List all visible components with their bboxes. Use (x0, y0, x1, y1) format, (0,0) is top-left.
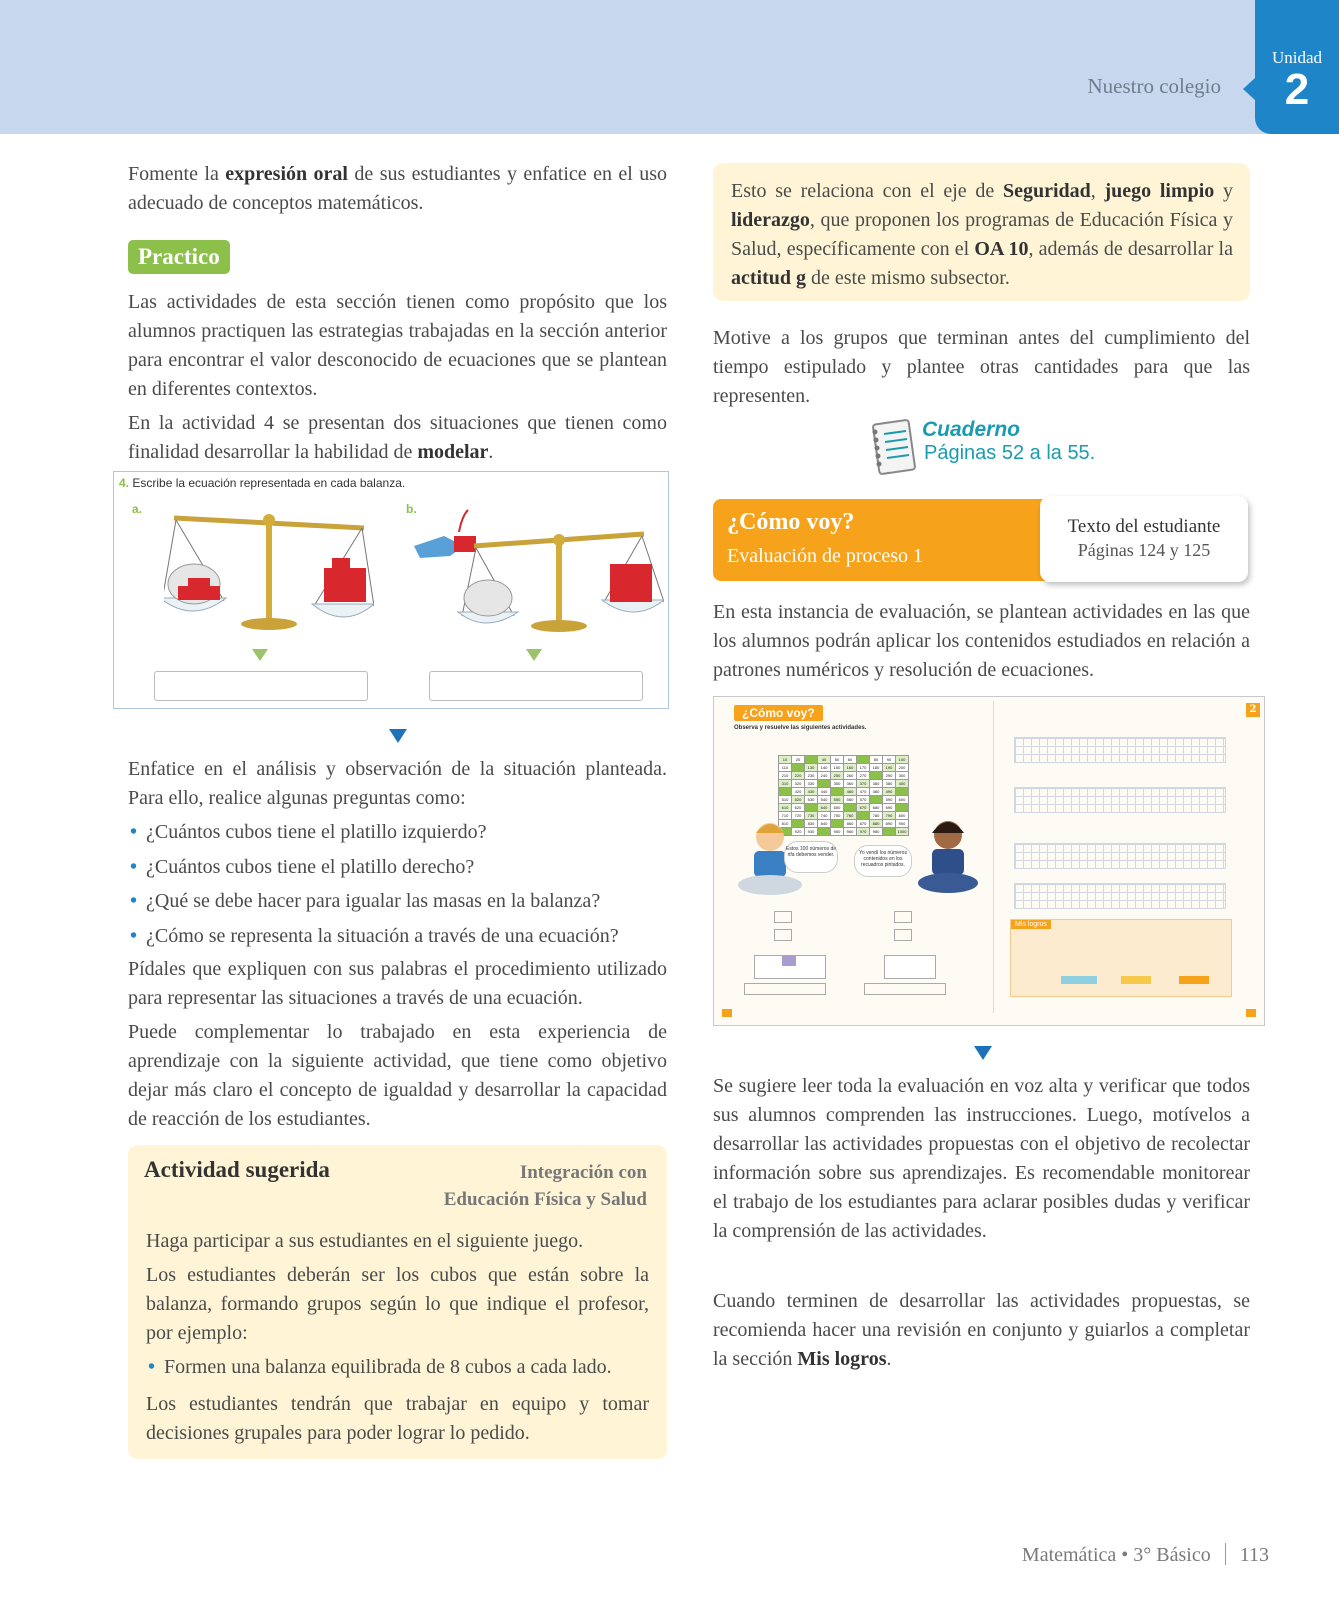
raffle-cell: 90 (883, 756, 896, 764)
raffle-cell: 400 (896, 780, 909, 788)
cuaderno-title: Cuaderno (922, 418, 1021, 441)
raffle-cell: 950 (831, 828, 844, 836)
thumb-unit-badge: 2 (1246, 703, 1260, 717)
raffle-cell: 1000 (896, 828, 909, 836)
raffle-cell: 220 (792, 772, 805, 780)
raffle-cell: 270 (857, 772, 870, 780)
raffle-cell (805, 756, 818, 764)
raffle-cell: 930 (805, 828, 818, 836)
raffle-cell: 290 (883, 772, 896, 780)
relation-text: Esto se relaciona con el eje de Seguridad, juego limpio y liderazgo, que proponen los programas de Educación Física y Salud, específicamente con el OA 10, además de desarrollar la actitud g de este mismo subsector. (731, 180, 1234, 289)
relation-box (713, 163, 1250, 301)
down-arrow-icon-2 (974, 1046, 992, 1060)
raffle-cell: 570 (857, 796, 870, 804)
thumb-page-right (1246, 1009, 1256, 1017)
unit-tab (1255, 0, 1339, 134)
raffle-cell: 830 (805, 820, 818, 828)
raffle-cell: 480 (870, 788, 883, 796)
raffle-cell: 210 (779, 772, 792, 780)
raffle-cell (857, 756, 870, 764)
raffle-cell: 200 (896, 764, 909, 772)
raffle-cell: 470 (857, 788, 870, 796)
raffle-cell: 710 (779, 812, 792, 820)
raffle-cell: 870 (857, 820, 870, 828)
raffle-cell (792, 764, 805, 772)
raffle-cell: 800 (896, 812, 909, 820)
raffle-cell: 860 (844, 820, 857, 828)
thumb-page-left (722, 1009, 732, 1017)
student-text-pages: Páginas 124 y 125 (1077, 540, 1211, 560)
raffle-cell: 170 (857, 764, 870, 772)
raffle-cell: 640 (818, 804, 831, 812)
raffle-cell: 790 (883, 812, 896, 820)
raffle-cell: 780 (870, 812, 883, 820)
balance-a-icon (164, 506, 374, 636)
raffle-cell: 980 (870, 828, 883, 836)
raffle-cell (818, 828, 831, 836)
raffle-cell (779, 788, 792, 796)
raffle-cell: 650 (831, 804, 844, 812)
practico-paragraph: Las actividades de esta sección tienen como propósito que los alumnos practiquen las estrategias trabajadas en la sección anterior para encontrar el valor desconocido de ecuaciones que se plantean en diferentes contextos. (128, 291, 667, 400)
integration-label: Integración con Educación Física y Salud (443, 1162, 647, 1210)
raffle-row (779, 804, 909, 812)
como-voy-subtitle: Evaluación de proceso 1 (727, 545, 924, 567)
raffle-cell (870, 796, 883, 804)
raffle-cell: 40 (818, 756, 831, 764)
raffle-cell: 550 (831, 796, 844, 804)
question-4: • ¿Cómo se representa la situación a través de una ecuación? (146, 922, 666, 951)
raffle-cell: 240 (818, 772, 831, 780)
raffle-cell: 530 (805, 796, 818, 804)
down-arrow-icon (389, 729, 407, 743)
raffle-cell: 160 (844, 764, 857, 772)
girl-figure-icon (912, 817, 984, 897)
raffle-cell: 190 (883, 764, 896, 772)
raffle-cell: 840 (818, 820, 831, 828)
raffle-cell: 970 (857, 828, 870, 836)
raffle-cell: 590 (883, 796, 896, 804)
unit-label: Unidad (1271, 48, 1323, 67)
raffle-cell: 50 (831, 756, 844, 764)
raffle-cell: 880 (870, 820, 883, 828)
mis-logros-label: Mis logros (1011, 920, 1051, 929)
raffle-cell (883, 828, 896, 836)
raffle-cell: 520 (792, 796, 805, 804)
activity-p1: Haga participar a sus estudiantes en el siguiente juego. (146, 1230, 584, 1252)
raffle-cell (831, 820, 844, 828)
raffle-cell: 420 (792, 788, 805, 796)
page-header (0, 0, 1339, 134)
cuaderno-reference (868, 418, 1096, 480)
raffle-cell (818, 780, 831, 788)
footer-subject: Matemática • 3° Básico (1021, 1544, 1211, 1566)
label-a: a. (132, 502, 143, 516)
speech-bubble-1: Estos 100 números de rifa debemos vender. (784, 841, 838, 873)
raffle-cell: 460 (844, 788, 857, 796)
raffle-cell: 890 (883, 820, 896, 828)
arrow-b-icon (526, 649, 542, 661)
raffle-cell: 20 (792, 756, 805, 764)
answer-field-a[interactable] (154, 671, 368, 701)
raffle-cell: 620 (792, 804, 805, 812)
raffle-cell: 330 (805, 780, 818, 788)
balance-figure (113, 471, 669, 709)
raffle-cell: 260 (844, 772, 857, 780)
cuaderno-pages: Páginas 52 a la 55. (924, 442, 1096, 464)
raffle-cell: 380 (883, 780, 896, 788)
raffle-cell: 760 (844, 812, 857, 820)
analysis-paragraph: Enfatice en el análisis y observación de la situación planteada. Para ello, realice algunas preguntas como: (128, 758, 667, 809)
raffle-cell: 440 (818, 788, 831, 796)
question-3: • ¿Qué se debe hacer para igualar las masas en la balanza? (146, 887, 666, 916)
raffle-cell: 490 (883, 788, 896, 796)
activity-p2: Los estudiantes deberán ser los cubos que están sobre la balanza, formando grupos según lo que indique el profesor, por ejemplo: (146, 1264, 649, 1344)
raffle-cell: 690 (883, 804, 896, 812)
raffle-cell: 80 (870, 756, 883, 764)
question-1: • ¿Cuántos cubos tiene el platillo izquierdo? (146, 818, 666, 847)
label-b: b. (406, 502, 417, 516)
raffle-cell: 180 (870, 764, 883, 772)
raffle-row (779, 796, 909, 804)
thumb-grid-3 (1014, 843, 1226, 869)
raffle-row (779, 780, 909, 788)
balance-b-icon (414, 506, 664, 636)
raffle-cell: 730 (805, 812, 818, 820)
activity-title: Actividad sugerida (144, 1157, 330, 1182)
student-text-label: Texto del estudiante (1067, 516, 1221, 537)
raffle-cell: 600 (896, 796, 909, 804)
suggested-activity-box (128, 1145, 667, 1459)
raffle-cell: 350 (831, 780, 844, 788)
activity4-paragraph: En la actividad 4 se presentan dos situaciones que tienen como finalidad desarrollar la habilidad de modelar. (128, 412, 667, 463)
raffle-cell (896, 804, 909, 812)
mis-logros-box (1010, 919, 1232, 997)
raffle-cell (844, 804, 857, 812)
evaluation-thumbnail (713, 696, 1265, 1026)
raffle-cell (896, 788, 909, 796)
raffle-cell: 300 (896, 772, 909, 780)
raffle-cell: 100 (896, 756, 909, 764)
raffle-cell: 370 (857, 780, 870, 788)
motive-paragraph: Motive a los grupos que terminan antes del cumplimiento del tiempo estipulado y plantee otras cantidades para que las representen. (713, 327, 1250, 407)
speech-bubble-2: Yo vendí los números contenidos en los recuadros pintados. (854, 845, 912, 877)
raffle-cell: 150 (831, 764, 844, 772)
raffle-cell: 320 (792, 780, 805, 788)
raffle-cell: 10 (779, 756, 792, 764)
review-paragraph: Cuando terminen de desarrollar las actividades propuestas, se recomienda hacer una revisión en conjunto y guiarlos a completar la sección Mis logros. (713, 1290, 1250, 1370)
raffle-cell: 110 (779, 764, 792, 772)
thumb-subtitle: Observa y resuelve las siguientes actividades. (734, 725, 867, 731)
arrow-a-icon (252, 649, 268, 661)
raffle-cell: 380 (870, 780, 883, 788)
raffle-cell: 60 (844, 756, 857, 764)
figure-title: 4. Escribe la ecuación representada en cada balanza. (119, 476, 406, 490)
raffle-cell (805, 804, 818, 812)
como-voy-banner (713, 499, 1059, 581)
notebook-icon (868, 418, 916, 476)
thumb-header: ¿Cómo voy? (734, 705, 823, 721)
page-footer (1022, 1543, 1269, 1567)
suggest-paragraph: Se sugiere leer toda la evaluación en voz alta y verificar que todos sus alumnos comprenden las instrucciones. Luego, motívelos a desarrollar las actividades propuestas con el objetivo de recolectar información sobre sus aprendizajes. Es recomendable monitorear el trabajo de los estudiantes para aclarar posibles dudas y verificar la comprensión de las actividades. (713, 1075, 1250, 1242)
raffle-cell: 920 (792, 828, 805, 836)
raffle-cell: 810 (779, 820, 792, 828)
raffle-cell: 310 (779, 780, 792, 788)
raffle-cell (870, 772, 883, 780)
answer-field-b[interactable] (429, 671, 643, 701)
raffle-cell: 360 (844, 780, 857, 788)
raffle-row (779, 756, 909, 764)
section-title: Nuestro colegio (1087, 74, 1221, 98)
raffle-cell: 510 (779, 796, 792, 804)
raffle-row (779, 772, 909, 780)
thumb-spine (993, 701, 994, 1013)
question-2: • ¿Cuántos cubos tiene el platillo derecho? (146, 853, 666, 882)
raffle-cell: 140 (818, 764, 831, 772)
practico-badge: Practico (128, 240, 230, 274)
raffle-cell: 740 (818, 812, 831, 820)
student-text-card (1040, 496, 1248, 582)
raffle-cell: 670 (857, 804, 870, 812)
raffle-cell: 900 (896, 820, 909, 828)
thumb-exercise-1 (734, 905, 984, 995)
raffle-cell (857, 812, 870, 820)
raffle-cell: 250 (831, 772, 844, 780)
page-number: 113 (1239, 1544, 1269, 1566)
raffle-cell: 560 (844, 796, 857, 804)
activity-p3: Los estudiantes tendrán que trabajar en equipo y tomar decisiones grupales para poder lograr lo pedido. (146, 1393, 649, 1444)
thumb-grid-2 (1014, 787, 1226, 813)
thumb-grid-4 (1014, 883, 1226, 909)
raffle-cell: 960 (844, 828, 857, 836)
raffle-cell: 540 (818, 796, 831, 804)
raffle-cell: 680 (870, 804, 883, 812)
explain-paragraph: Pídales que expliquen con sus palabras el procedimiento utilizado para representar las situaciones a través de una ecuación. (128, 958, 667, 1009)
thumb-grid-1 (1014, 737, 1226, 763)
raffle-row (779, 764, 909, 772)
raffle-cell (831, 788, 844, 796)
activity-bullet: • Formen una balanza equilibrada de 8 cubos a cada lado. (164, 1353, 649, 1382)
complement-paragraph: Puede complementar lo trabajado en esta experiencia de aprendizaje con la siguiente actividad, que tiene como objetivo dejar más claro el concepto de igualdad y desarrollar la capacidad de reacción de los estudiantes. (128, 1021, 667, 1130)
raffle-row (779, 788, 909, 796)
raffle-cell: 720 (792, 812, 805, 820)
raffle-cell: 610 (779, 804, 792, 812)
como-voy-title: ¿Cómo voy? (727, 509, 855, 535)
raffle-cell: 230 (805, 772, 818, 780)
unit-number: 2 (1284, 65, 1310, 114)
unit-pointer-icon (1243, 78, 1255, 100)
evaluation-paragraph: En esta instancia de evaluación, se plantean actividades en las que los alumnos podrán aplicar los contenidos estudiados en relación a patrones numéricos y resolución de ecuaciones. (713, 601, 1250, 681)
intro-paragraph: Fomente la expresión oral de sus estudiantes y enfatice en el uso adecuado de conceptos matemáticos. (128, 163, 667, 214)
raffle-cell: 430 (805, 788, 818, 796)
raffle-cell: 130 (805, 764, 818, 772)
raffle-cell: 750 (831, 812, 844, 820)
